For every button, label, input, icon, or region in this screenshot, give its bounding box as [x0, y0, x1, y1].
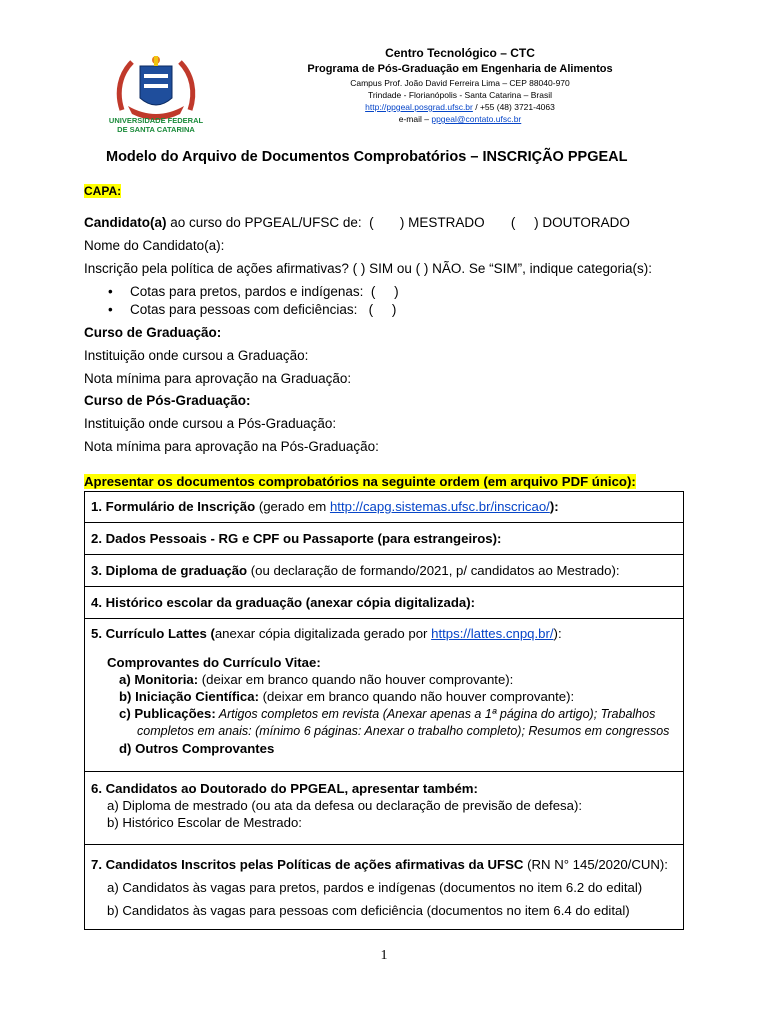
lattes-link[interactable]: https://lattes.cnpq.br/	[431, 626, 554, 641]
header-center: Centro Tecnológico – CTC	[385, 46, 535, 60]
header-city: Trindade - Florianópolis - Santa Catarina – Brasil	[368, 90, 552, 100]
capg-link[interactable]: http://capg.sistemas.ufsc.br/inscricao/	[329, 499, 550, 514]
header-email-line	[250, 115, 670, 124]
capa-label: CAPA:	[84, 184, 122, 198]
table-row: 4. Histórico escolar da graduação (anexar cópia digitalizada):	[85, 587, 684, 619]
graduacao-label: Curso de Graduação:	[84, 325, 222, 340]
nome-line: Nome do Candidato(a):	[84, 238, 225, 253]
documents-table	[84, 491, 684, 930]
table-row: 1. Formulário de Inscrição (gerado em http://capg.sistemas.ufsc.br/inscricao/):	[85, 492, 684, 523]
table-row: 5. Currículo Lattes (anexar cópia digitalizada gerado por https://lattes.cnpq.br/): Comprovantes do Currículo Vitae: a) Monitoria: (deixar em branco quando não houver comprovante): b) Iniciação Científica: (deixar em branco quando não houver comprovante): c) Publicações: Artigos completos em revista (Anexar apenas a 1ª página do artigo); Trabalhos completos em anais: (mínimo 6 páginas: Anexar o trabalho completo); Resumos em congressos d) Outros Comprovantes	[85, 619, 684, 772]
header-phone: / +55 (48) 3721-4063	[472, 102, 555, 112]
email-prefix: e-mail –	[398, 114, 432, 124]
inscricao-line: Inscrição pela política de ações afirmativas? ( ) SIM ou ( ) NÃO. Se “SIM”, indique categoria(s):	[84, 261, 652, 276]
graduacao-nota: Nota mínima para aprovação na Graduação:	[84, 371, 352, 386]
logo-text-line1: UNIVERSIDADE FEDERAL	[108, 116, 204, 125]
pos-graduacao-nota: Nota mínima para aprovação na Pós-Graduação:	[84, 439, 379, 454]
pos-graduacao-label: Curso de Pós-Graduação:	[84, 393, 251, 408]
table-row: 7. Candidatos Inscritos pelas Políticas de ações afirmativas da UFSC (RN N° 145/2020/CUN): a) Candidatos às vagas para pretos, pardos e indígenas (documentos no item 6.2 do edital) b) Candidatos às vagas para pessoas com deficiência (documentos no item 6.4 do edital)	[85, 845, 684, 930]
bullet-item: • Cotas para pretos, pardos e indígenas: ( )	[108, 284, 399, 299]
table-row: 2. Dados Pessoais - RG e CPF ou Passaporte (para estrangeiros):	[85, 523, 684, 555]
table-row: 6. Candidatos ao Doutorado do PPGEAL, apresentar também: a) Diploma de mestrado (ou ata da defesa ou declaração de previsão de defesa): b) Histórico Escolar de Mestrado:	[85, 772, 684, 845]
header-campus: Campus Prof. João David Ferreira Lima – CEP 88040-970	[350, 78, 570, 88]
header-contact	[250, 103, 670, 112]
logo-text-line2: DE SANTA CATARINA	[117, 125, 195, 134]
page-number: 1	[380, 948, 388, 963]
table-row: 3. Diploma de graduação (ou declaração de formando/2021, p/ candidatos ao Mestrado):	[85, 555, 684, 587]
bullet-item: • Cotas para pessoas com deficiências: ( )	[108, 302, 397, 317]
graduacao-instituicao: Instituição onde cursou a Graduação:	[84, 348, 309, 363]
instruction-text: Apresentar os documentos comprobatórios na seguinte ordem (em arquivo PDF único):	[84, 474, 636, 489]
email-link[interactable]: ppgeal@contato.ufsc.br	[431, 114, 522, 124]
document-title: Modelo do Arquivo de Documentos Comprobatórios – INSCRIÇÃO PPGEAL	[106, 149, 628, 165]
candidato-line: Candidato(a) ao curso do PPGEAL/UFSC de: ( ) MESTRADO ( ) DOUTORADO	[84, 215, 630, 230]
header-program: Programa de Pós-Graduação em Engenharia de Alimentos	[307, 63, 613, 75]
pos-graduacao-instituicao: Instituição onde cursou a Pós-Graduação:	[84, 416, 337, 431]
site-link[interactable]: http://ppgeal.posgrad.ufsc.br	[365, 102, 473, 112]
